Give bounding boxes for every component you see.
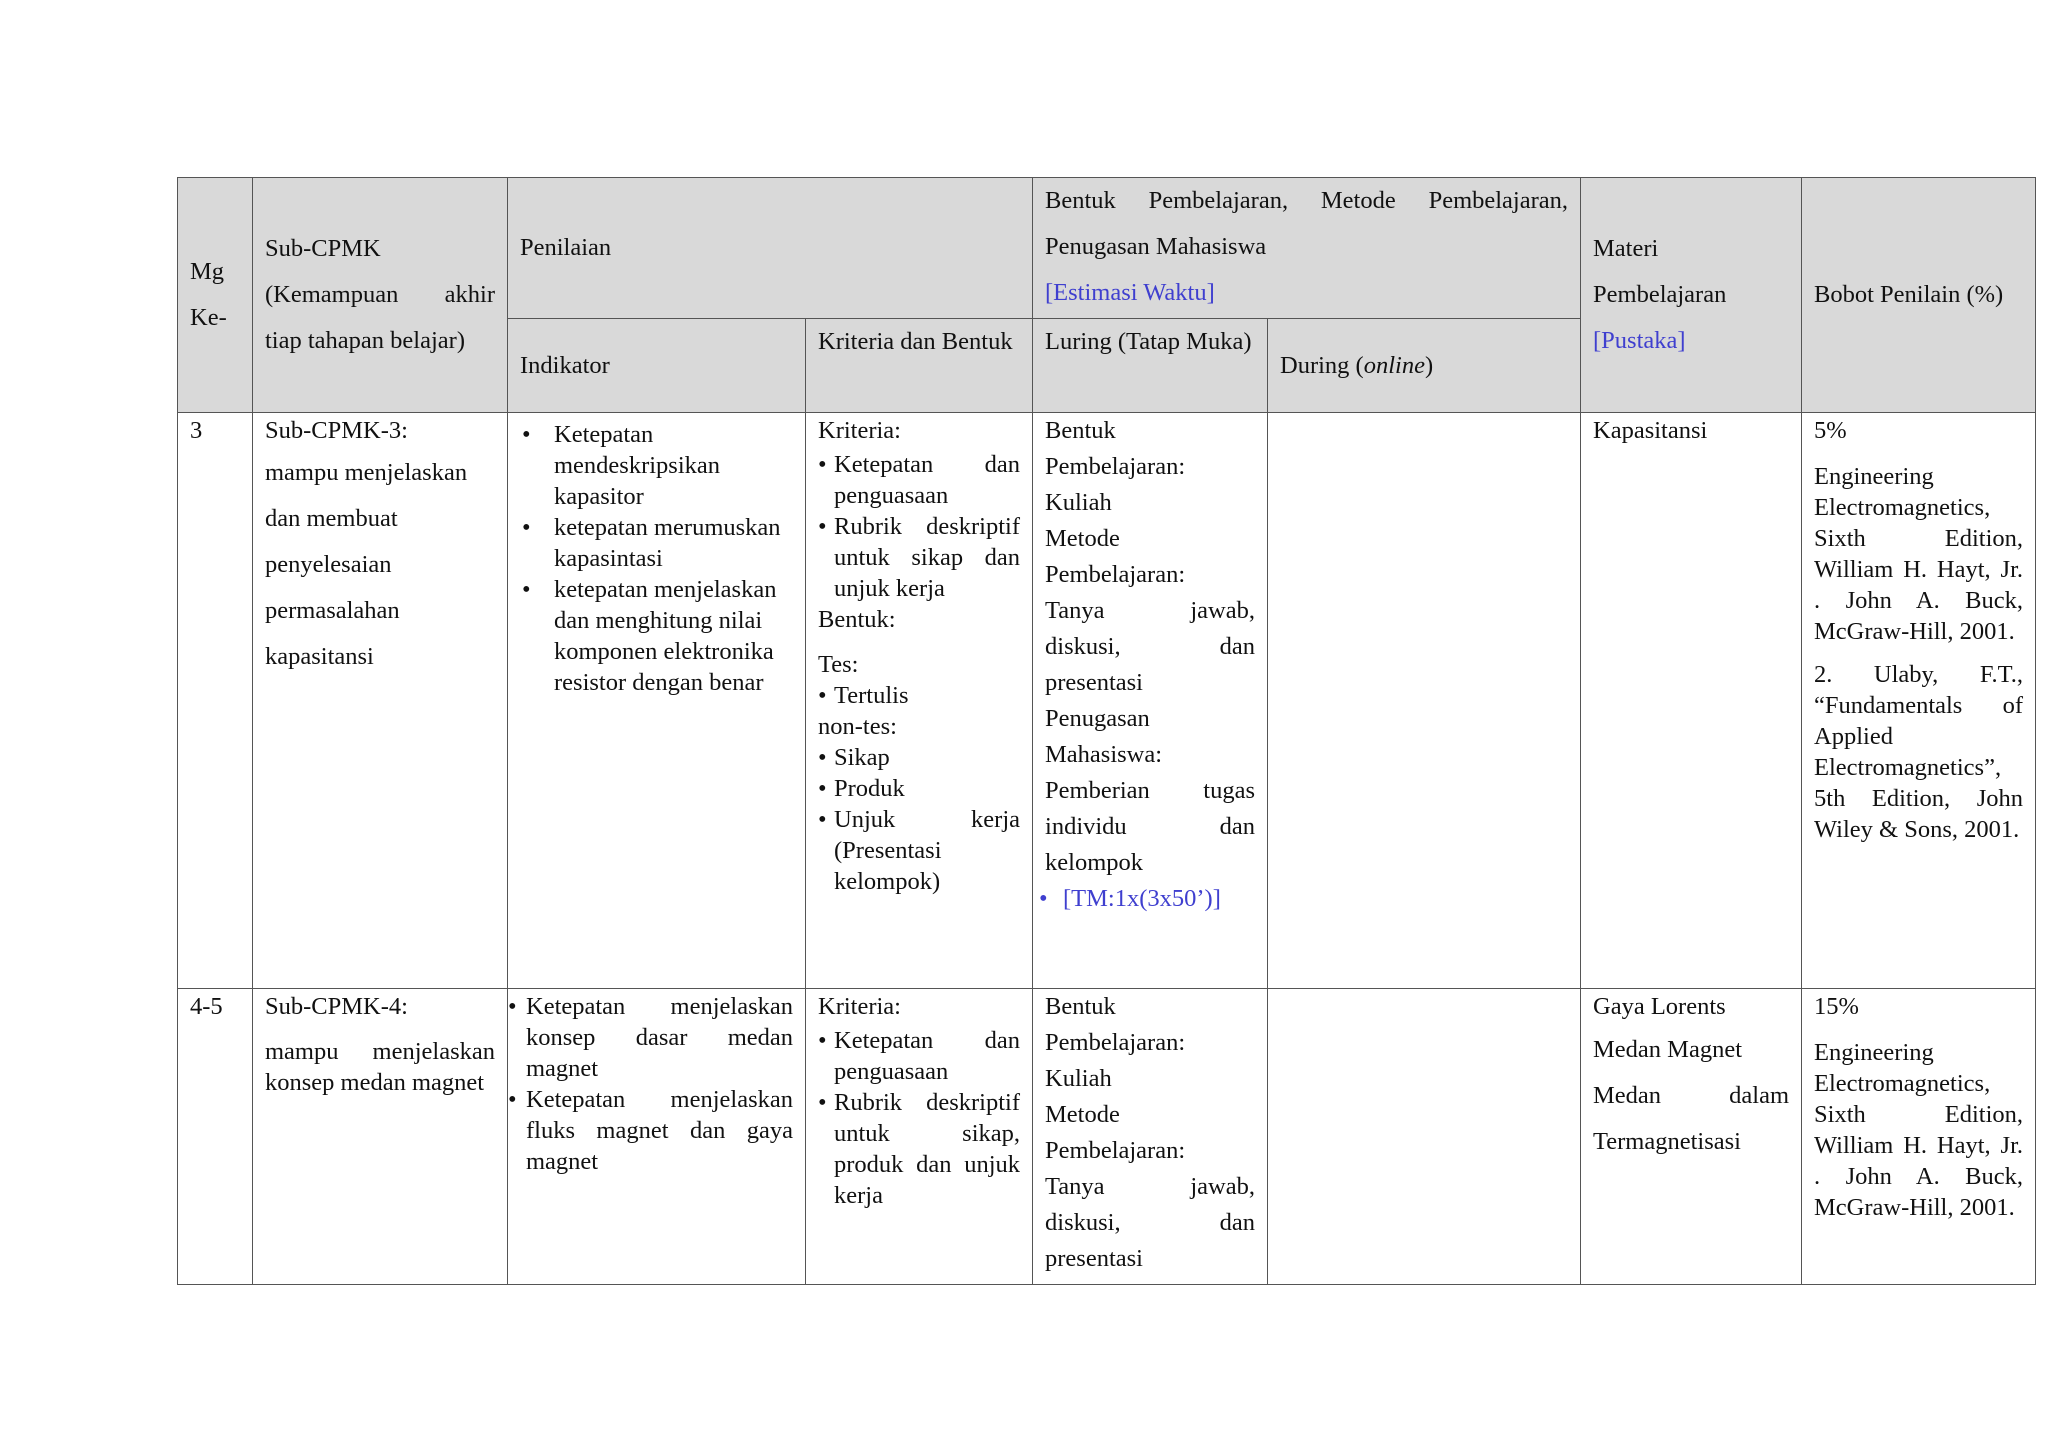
header-indikator	[508, 319, 806, 413]
row1-bentuk-label: Bentuk:	[818, 606, 896, 633]
row2-pustaka-1: Engineering Electromagnetics, Sixth Edition, William H. Hayt, Jr. . John A. Buck, McGraw-Hill, 2001.	[1814, 1039, 2024, 1221]
row2-bobot	[1802, 989, 2036, 1285]
header-bentuk-text: Bentuk Pembelajaran, Metode Pembelajaran, Penugasan Mahasiswa	[1045, 187, 1569, 260]
row2-materi-item: Medan dalam	[1593, 1082, 1790, 1109]
header-mg	[178, 178, 253, 413]
row2-luring-bentuk: Kuliah	[1045, 1065, 1112, 1092]
list-item: • Ketepatan mendeskripsikan kapasitor	[520, 419, 793, 512]
row1-tes-label: Tes:	[818, 651, 859, 678]
header-bentuk	[1033, 178, 1581, 319]
row2-materi-item: Gaya Lorents	[1593, 993, 1726, 1020]
row1-pustaka-1: Engineering Electromagnetics, Sixth Edition, William H. Hayt, Jr. . John A. Buck, McGraw-Hill, 2001.	[1814, 463, 2024, 645]
row2-mg	[178, 989, 253, 1285]
row1-luring-bentuk: Kuliah	[1045, 489, 1112, 516]
row1-sub-cpmk-title: Sub-CPMK-3:	[265, 417, 408, 444]
list-item: • ketepatan menjelaskan dan menghitung nilai komponen elektronika resistor dengan benar	[520, 574, 793, 698]
row1-luring-metode-label: Metode Pembelajaran:	[1045, 525, 1186, 588]
header-penilaian-text: Penilaian	[520, 234, 612, 261]
row2-mg-text: 4-5	[190, 993, 223, 1020]
row1-luring-bentuk-label: Bentuk Pembelajaran:	[1045, 417, 1186, 480]
list-item: • Unjuk kerja (Presentasi kelompok)	[818, 804, 1020, 897]
header-kriteria-text: Kriteria dan Bentuk	[818, 328, 1013, 355]
header-luring	[1033, 319, 1268, 413]
header-bobot	[1802, 178, 2036, 413]
row1-sub-cpmk-desc: mampu menjelaskan dan membuat penyelesaian permasalahan kapasitansi	[265, 459, 468, 670]
row1-pustaka-2: 2. Ulaby, F.T., “Fundamentals of Applied Electromagnetics”, 5th Edition, John Wiley & Sons, 2001.	[1814, 661, 2024, 843]
row1-tm-text: [TM:1x(3x50’)]	[1063, 885, 1221, 912]
list-item: • ketepatan merumuskan kapasintasi	[520, 512, 793, 574]
row2-during	[1268, 989, 1581, 1285]
header-during-suffix: )	[1424, 351, 1434, 379]
row1-nontes-label: non-tes:	[818, 713, 897, 740]
list-item: • Sikap	[818, 742, 1020, 773]
row1-mg-text: 3	[190, 417, 203, 444]
list-item: • Rubrik deskriptif untuk sikap dan unjuk kerja	[818, 511, 1020, 604]
row2-bobot-value: 15%	[1814, 993, 1859, 1020]
row1-nontes-list	[818, 742, 1020, 897]
header-during-online: online	[1363, 351, 1425, 379]
header-indikator-text: Indikator	[520, 351, 610, 379]
row2-materi-item: Termagnetisasi	[1593, 1128, 1741, 1155]
row1-luring	[1033, 413, 1268, 989]
header-materi	[1581, 178, 1802, 413]
list-item: • Rubrik deskriptif untuk sikap, produk dan unjuk kerja	[818, 1087, 1020, 1211]
row2-sub-cpmk	[253, 989, 508, 1285]
list-item: • Ketepatan menjelaskan konsep dasar medan magnet	[510, 991, 793, 1084]
row2-materi-item: Medan Magnet	[1593, 1036, 1743, 1063]
row1-sub-cpmk	[253, 413, 508, 989]
list-item: • Tertulis	[818, 680, 1020, 711]
table-row	[178, 989, 2036, 1285]
row1-indikator-list	[520, 419, 793, 698]
row2-luring	[1033, 989, 1268, 1285]
header-luring-text: Luring (Tatap Muka)	[1045, 328, 1252, 355]
row2-materi	[1581, 989, 1802, 1285]
list-item: • Ketepatan dan penguasaan	[818, 449, 1020, 511]
row1-materi-item: Kapasitansi	[1593, 417, 1708, 444]
header-bobot-text: Bobot Penilain (%)	[1814, 281, 2004, 308]
row1-mg	[178, 413, 253, 989]
header-during-prefix: During (	[1280, 351, 1364, 379]
row1-materi	[1581, 413, 1802, 989]
row2-luring-metode-label: Metode Pembelajaran:	[1045, 1101, 1186, 1164]
header-mg-text: Mg Ke-	[190, 258, 227, 331]
list-item: • Ketepatan menjelaskan fluks magnet dan gaya magnet	[510, 1084, 793, 1177]
row1-luring-penugasan: Pemberian tugas individu dan kelompok	[1045, 777, 1256, 876]
row2-indikator-list	[510, 991, 793, 1177]
row1-tm	[1039, 881, 1255, 917]
header-sub-cpmk	[253, 178, 508, 413]
row1-indikator	[508, 413, 806, 989]
row2-indikator	[508, 989, 806, 1285]
list-item: • Produk	[818, 773, 1020, 804]
header-row-1	[178, 178, 2036, 319]
header-materi-text: Materi Pembelajaran	[1593, 235, 1727, 308]
row1-kriteria	[806, 413, 1033, 989]
row1-luring-metode: Tanya jawab, diskusi, dan presentasi	[1045, 597, 1256, 696]
header-sub-cpmk-desc: (Kemampuan akhir tiap tahapan belajar)	[265, 281, 495, 354]
row1-kriteria-list	[818, 449, 1020, 604]
row2-kriteria-list	[818, 1025, 1020, 1211]
row2-sub-cpmk-desc: mampu menjelaskan konsep medan magnet	[265, 1038, 495, 1096]
row2-luring-bentuk-label: Bentuk Pembelajaran:	[1045, 993, 1186, 1056]
row1-kriteria-label: Kriteria:	[818, 417, 901, 444]
row1-luring-penugasan-label: Penugasan Mahasiswa:	[1045, 705, 1163, 768]
row2-kriteria	[806, 989, 1033, 1285]
header-sub-cpmk-title: Sub-CPMK	[265, 235, 381, 262]
row2-kriteria-label: Kriteria:	[818, 993, 901, 1020]
table-row	[178, 413, 2036, 989]
row2-luring-metode: Tanya jawab, diskusi, dan presentasi	[1045, 1173, 1256, 1272]
bullet-icon: •	[1039, 885, 1048, 912]
header-pustaka: [Pustaka]	[1593, 327, 1686, 354]
list-item: • Ketepatan dan penguasaan	[818, 1025, 1020, 1087]
row1-tes-list	[818, 680, 1020, 711]
header-during	[1268, 319, 1581, 413]
header-estimasi: [Estimasi Waktu]	[1045, 279, 1215, 306]
header-penilaian	[508, 178, 1033, 319]
row1-during	[1268, 413, 1581, 989]
row1-bobot	[1802, 413, 2036, 989]
header-kriteria	[806, 319, 1033, 413]
row1-bobot-value: 5%	[1814, 417, 1847, 444]
rps-table	[177, 177, 2036, 1285]
row2-sub-cpmk-title: Sub-CPMK-4:	[265, 993, 408, 1020]
